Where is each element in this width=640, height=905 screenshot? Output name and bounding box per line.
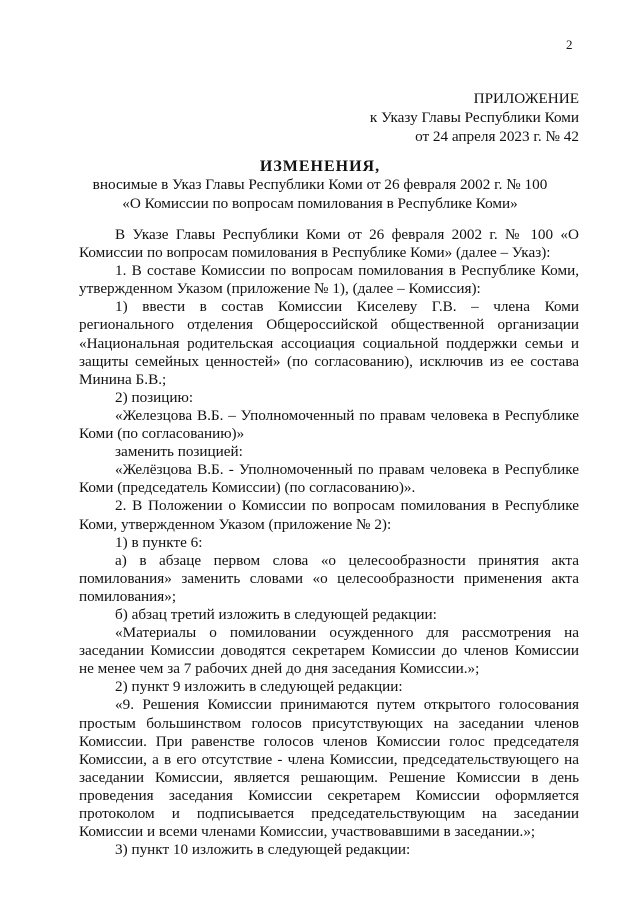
body-line: б) абзац третий изложить в следующей редакции:	[115, 605, 437, 623]
body-line: заседании Комиссии доводятся секретарем Комиссии до членов Комиссии	[79, 642, 579, 660]
body-line: «Национальная родительская ассоциация социальной поддержки семьи и	[79, 334, 579, 352]
body-line: заменить позицией:	[115, 443, 243, 461]
body-line: не менее чем за 7 рабочих дней до дня заседания Комиссии.»;	[79, 660, 480, 678]
document-subtitle	[0, 176, 640, 213]
body-line: защиты семейных ценностей» (по согласованию), исключив из ее состава	[79, 352, 579, 370]
body-line: «9. Решения Комиссии принимаются путем открытого голосования	[115, 696, 579, 714]
body-line: «Материалы о помиловании осужденного для рассмотрения на	[115, 624, 579, 642]
body-line: утвержденном Указом (приложение № 1), (далее – Комиссия):	[79, 280, 481, 298]
body-line: 2) пункт 9 изложить в следующей редакции:	[115, 678, 403, 696]
body-line: а) в абзаце первом слова «о целесообразности принятия акта	[115, 551, 579, 569]
annex-block	[370, 89, 579, 146]
body-line: В Указе Главы Республики Коми от 26 февраля 2002 г. № 100 «О	[115, 226, 579, 243]
body-line: проведения заседания Комиссии секретарем Комиссии оформляется	[79, 786, 579, 804]
body-line: помилования» заменить словами «о целесообразности применения акта	[79, 569, 579, 587]
body-line: 1. В составе Комиссии по вопросам помилования в Республике Коми,	[115, 262, 579, 280]
body-line: протоколом и подписывается председательствующим на заседании	[79, 805, 579, 822]
body-line: Коми (председатель Комиссии) (по согласованию)».	[79, 479, 416, 497]
body-line: 1) ввести в состав Комиссии Киселеву Г.В. – члена Коми	[115, 298, 579, 316]
body-line: помилования»;	[79, 587, 177, 605]
annex-date: от 24 апреля 2023 г. № 42	[415, 128, 579, 145]
body-line: заседании Комиссии, является решающим. Решение Комиссии в день	[79, 768, 579, 786]
body-line: простым большинством голосов присутствующих на заседании членов	[79, 714, 579, 732]
body-line: «Железцова В.Б. – Уполномоченный по правам человека в Республике	[115, 406, 579, 424]
body-line: Комиссии по вопросам помилования в Республике Коми» (далее – Указ):	[79, 244, 551, 262]
subtitle-line-2: «О Комиссии по вопросам помилования в Республике Коми»	[122, 194, 518, 212]
body-line: «Желёзцова В.Б. - Уполномоченный по правам человека в Республике	[115, 461, 579, 479]
body-line: Минина Б.В.;	[79, 370, 167, 388]
body-line: Коми, утвержденном Указом (приложение № 2):	[79, 515, 392, 533]
body-line: Комиссии, а в его отсутствие - члена Комиссии, председательствующего на	[79, 750, 579, 768]
body-line: Комиссии. При равенстве голосов членов Комиссии голос председателя	[79, 732, 579, 750]
document-body	[79, 226, 579, 859]
subtitle-line-1: вносимые в Указ Главы Республики Коми от 26 февраля 2002 г. № 100	[92, 176, 548, 193]
body-line: 2) позицию:	[115, 388, 194, 406]
body-line: Комиссии и всеми членами Комиссии, участвовавшими в заседании.»;	[79, 823, 536, 841]
document-heading: ИЗМЕНЕНИЯ,	[259, 158, 381, 175]
body-line: 1) в пункте 6:	[115, 533, 203, 551]
annex-decree-ref: к Указу Главы Республики Коми	[369, 109, 579, 126]
body-line: Коми (по согласованию)»	[79, 425, 245, 443]
page-number: 2	[566, 37, 573, 52]
annex-title: ПРИЛОЖЕНИЕ	[473, 90, 579, 107]
body-line: 3) пункт 10 изложить в следующей редакции:	[115, 841, 411, 859]
body-line: 2. В Положении о Комиссии по вопросам помилования в Республике	[115, 497, 579, 515]
body-line: регионального отделения Общероссийской общественной организации	[79, 316, 579, 334]
